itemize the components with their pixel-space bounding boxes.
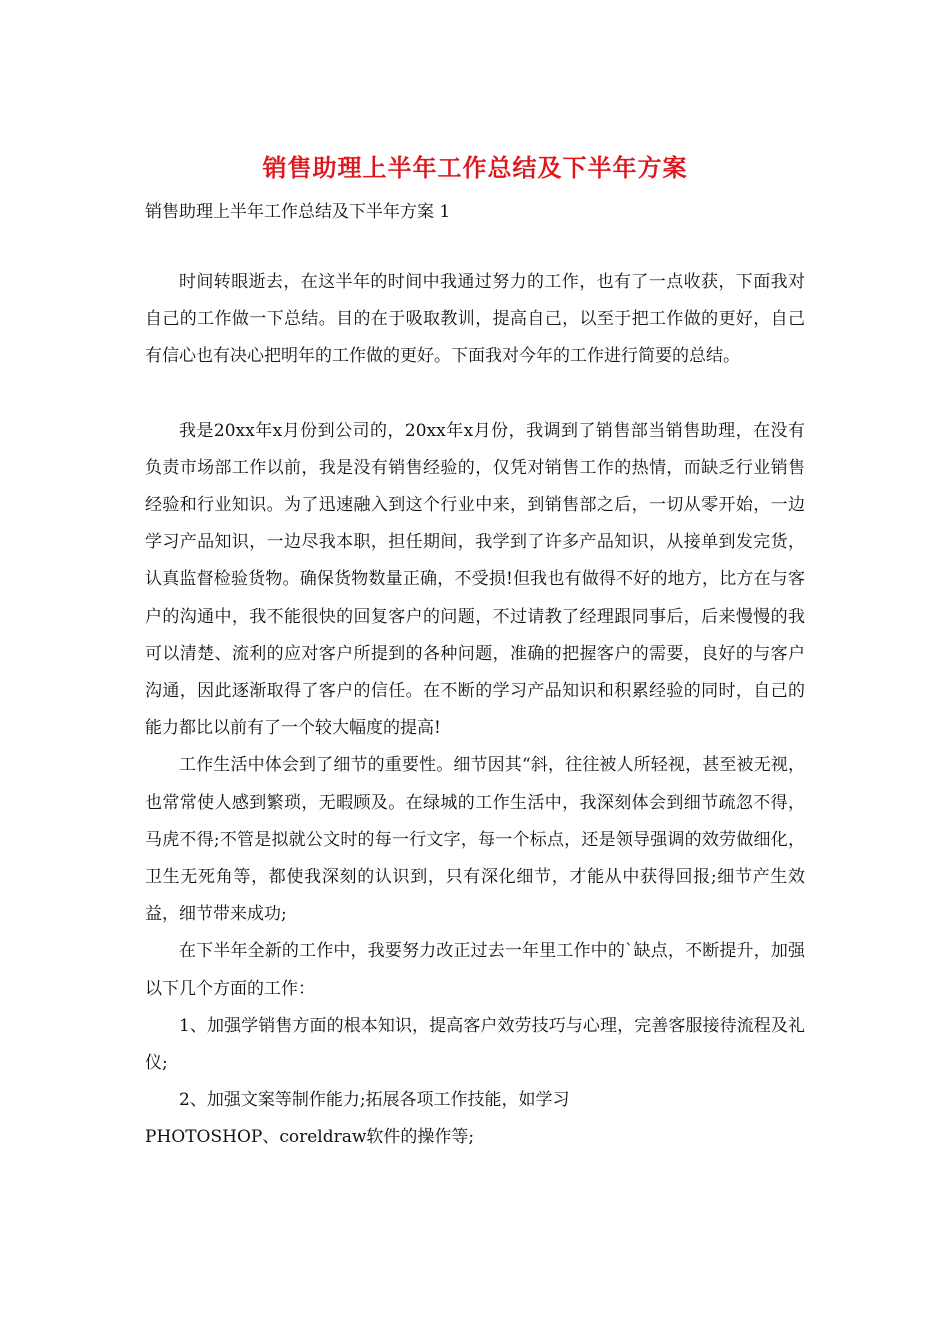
paragraph-gap [145,376,805,413]
paragraph-plan-item-1: 1、加强学销售方面的根本知识，提高客户效劳技巧与心理，完善客服接待流程及礼仪; [145,1015,805,1074]
document-body [145,264,805,1157]
paragraph-experience: 我是20xx年x月份到公司的，20xx年x月份，我调到了销售部当销售助理，在没有负责市场部工作以前，我是没有销售经验的，仅凭对销售工作的热情，而缺乏行业销售经验和行业知识。为了迅速融入到这个行业中来，到销售部之后，一切从零开始，一边学习产品知识，一边尽我本职，担任期间，我学到了许多产品知识，从接单到发完货，认真监督检验货物。确保货物数量正确，不受损!但我也有做得不好的地方，比方在与客户的沟通中，我不能很快的回复客户的问题，不过请教了经理跟同事后，后来慢慢的我可以清楚、流利的应对客户所提到的各种问题，准确的把握客户的需要，良好的与客户沟通，因此逐渐取得了客户的信任。在不断的学习产品知识和积累经验的同时，自己的能力都比以前有了一个较大幅度的提高! [145,420,805,739]
document-subtitle: 销售助理上半年工作总结及下半年方案 1 [145,202,451,222]
paragraph-intro: 时间转眼逝去，在这半年的时间中我通过努力的工作，也有了一点收获，下面我对自己的工作做一下总结。目的在于吸取教训，提高自己，以至于把工作做的更好，自己有信心也有决心把明年的工作做的更好。下面我对今年的工作进行简要的总结。 [145,272,805,367]
paragraph-plan-intro: 在下半年全新的工作中，我要努力改正过去一年里工作中的`缺点，不断提升，加强以下几个方面的工作： [145,941,805,999]
document-title: 销售助理上半年工作总结及下半年方案 [262,153,688,182]
paragraph-plan-item-2-continued: PHOTOSHOP、coreldraw软件的操作等; [145,1127,475,1148]
paragraph-plan-item-2: 2、加强文案等制作能力;拓展各项工作技能，如学习 [179,1090,570,1111]
paragraph-details: 工作生活中体会到了细节的重要性。细节因其“斜，往往被人所轻视，甚至被无视，也常常使人感到繁琐，无暇顾及。在绿城的工作生活中，我深刻体会到细节疏忽不得，马虎不得;不管是拟就公文时的每一行文字，每一个标点，还是领导强调的效劳做细化，卫生无死角等，都使我深刻的认识到，只有深化细节，才能从中获得回报;细节产生效益，细节带来成功; [145,755,805,925]
